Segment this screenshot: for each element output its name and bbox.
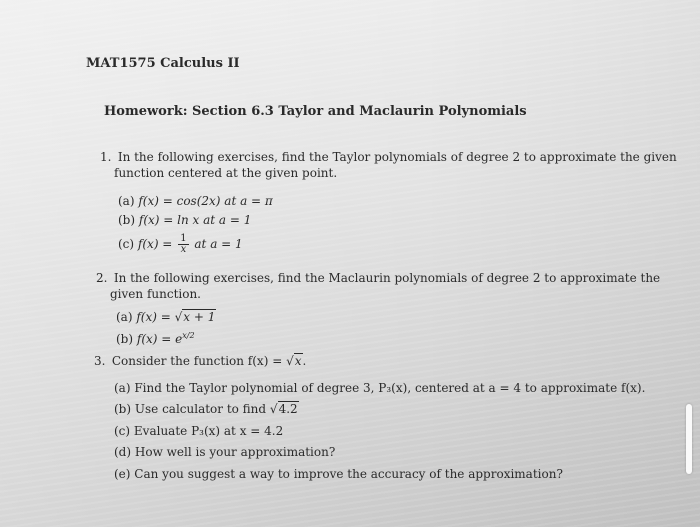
problem-2a-lhs: f(x) = (136, 310, 171, 324)
problem-3c-label: (c) (114, 424, 131, 438)
problem-1-line-1 (100, 150, 677, 164)
course-title: MAT1575 Calculus II (86, 56, 240, 71)
sqrt-symbol: √ (286, 354, 294, 368)
problem-3a-text: Find the Taylor polynomial of degree 3, P₃(x), centered at a = 4 to approximate f(x). (134, 381, 646, 395)
problem-1b-expression: f(x) = ln x at a = 1 (138, 213, 252, 227)
problem-1c-point: at a = 1 (194, 237, 243, 251)
problem-3a (114, 381, 645, 395)
problem-3b-text: Use calculator to find (134, 402, 267, 416)
problem-3c (114, 424, 283, 438)
problem-3e-text: Can you suggest a way to improve the accuracy of the approximation? (134, 467, 563, 481)
problem-1b-label: (b) (118, 213, 136, 227)
problem-1c (118, 234, 243, 255)
problem-2b-lhs: f(x) = e (136, 332, 183, 346)
problem-3e-label: (e) (114, 467, 131, 481)
sqrt-symbol: √ (269, 402, 278, 416)
problem-3b-radicand: 4.2 (278, 402, 298, 416)
problem-3-radicand: x (294, 354, 302, 368)
problem-1c-lhs: f(x) = (137, 237, 173, 251)
problem-3a-label: (a) (114, 381, 131, 395)
sqrt-symbol: √ (174, 310, 183, 324)
problem-2b-exponent: x/2 (182, 331, 195, 340)
problem-3d (114, 445, 335, 459)
problem-3b (114, 402, 299, 416)
problem-1b (118, 213, 251, 227)
problem-3c-text: Evaluate P₃(x) at x = 4.2 (133, 424, 284, 438)
problem-1a-expression: f(x) = cos(2x) at a = π (138, 194, 273, 208)
problem-3-period: . (302, 354, 307, 368)
problem-1c-numerator: 1 (180, 233, 187, 244)
problem-2b-label: (b) (116, 332, 134, 346)
problem-3b-label: (b) (114, 402, 132, 416)
homework-title: Homework: Section 6.3 Taylor and Maclaurin Polynomials (104, 104, 527, 119)
problem-2-number: 2. (96, 271, 108, 285)
problem-3d-text: How well is your approximation? (134, 445, 336, 459)
problem-2-text-2: given function. (110, 287, 201, 301)
problem-1a-label: (a) (118, 194, 135, 208)
problem-1-text-1: In the following exercises, find the Taylor polynomials of degree 2 to approximate the given (117, 150, 677, 164)
scrollbar-thumb[interactable] (686, 404, 692, 474)
problem-3-number: 3. (94, 354, 106, 368)
problem-2a (116, 310, 216, 324)
problem-2-line-1 (96, 271, 660, 285)
problem-2a-radicand: x + 1 (183, 310, 216, 324)
problem-1c-fraction (178, 234, 188, 255)
problem-3-text: Consider the function f(x) = (111, 354, 283, 368)
problem-1c-label: (c) (118, 237, 135, 251)
problem-1c-denominator: x (180, 244, 187, 255)
problem-1-number: 1. (100, 150, 112, 164)
problem-2b (116, 329, 195, 346)
problem-2-text-1: In the following exercises, find the Maclaurin polynomials of degree 2 to approximate the (113, 271, 661, 285)
problem-3e (114, 467, 563, 481)
problem-3-line (94, 354, 306, 368)
problem-3d-label: (d) (114, 445, 132, 459)
problem-2a-label: (a) (116, 310, 133, 324)
problem-1-text-2: function centered at the given point. (114, 166, 338, 180)
problem-1a (118, 194, 273, 208)
